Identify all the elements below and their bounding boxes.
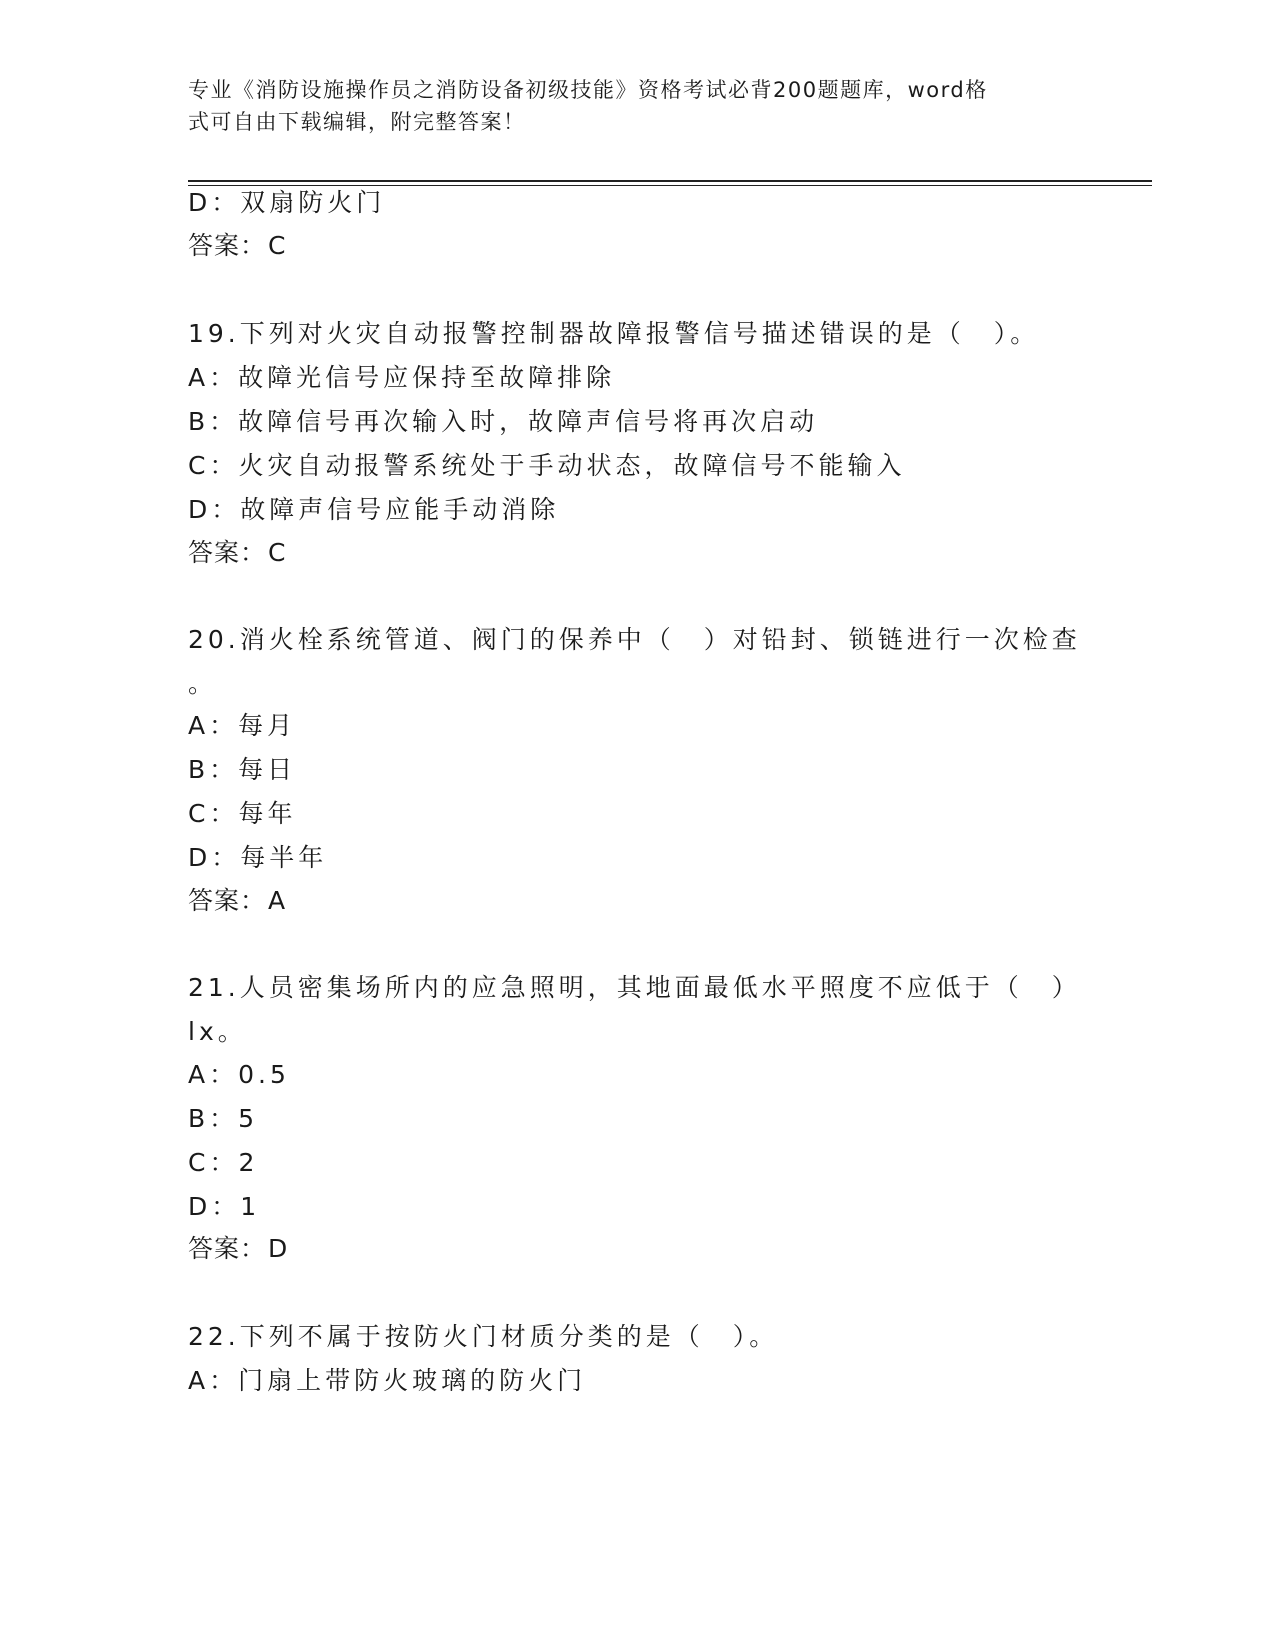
answer-label: 答案： <box>188 1234 267 1263</box>
header-line-2: 式可自由下载编辑，附完整答案！ <box>188 110 526 134</box>
answer-label: 答案： <box>188 538 267 567</box>
q20-stem-line-2: 。 <box>188 669 218 698</box>
q20-option-d: D：每半年 <box>188 843 328 872</box>
q21-option-a: A：0.5 <box>188 1060 290 1089</box>
q20-answer <box>188 885 285 917</box>
q20-stem-line-1: 20.消火栓系统管道、阀门的保养中（ ）对铅封、锁链进行一次检查 <box>188 625 1081 654</box>
q21-option-c: C：2 <box>188 1148 259 1177</box>
q20-option-b: B：每日 <box>188 755 297 784</box>
answer-label: 答案： <box>188 886 267 915</box>
answer-value: D <box>268 1234 288 1263</box>
q19-option-c: C：火灾自动报警系统处于手动状态，故障信号不能输入 <box>188 451 906 480</box>
q18-option-d: D：双扇防火门 <box>188 188 386 217</box>
q21-option-d: D：1 <box>188 1192 261 1221</box>
q21-option-b: B：5 <box>188 1104 259 1133</box>
document-header <box>188 74 1068 138</box>
q19-option-a: A：故障光信号应保持至故障排除 <box>188 363 616 392</box>
header-line-1: 专业《消防设施操作员之消防设备初级技能》资格考试必背200题题库，word格 <box>188 78 988 102</box>
q18-answer <box>188 230 285 262</box>
q22-stem: 22.下列不属于按防火门材质分类的是（ ）。 <box>188 1322 779 1351</box>
answer-label: 答案： <box>188 231 267 260</box>
q19-answer <box>188 537 285 569</box>
q19-stem: 19.下列对火灾自动报警控制器故障报警信号描述错误的是（ ）。 <box>188 319 1040 348</box>
answer-value: C <box>268 538 286 567</box>
answer-value: A <box>268 886 286 915</box>
q21-stem-line-1: 21.人员密集场所内的应急照明，其地面最低水平照度不应低于（ ） <box>188 973 1081 1002</box>
q19-option-d: D：故障声信号应能手动消除 <box>188 495 560 524</box>
q20-option-a: A：每月 <box>188 711 297 740</box>
q21-stem-line-2: lx。 <box>188 1017 247 1046</box>
answer-value: C <box>268 231 286 260</box>
q20-option-c: C：每年 <box>188 799 297 828</box>
header-divider <box>188 180 1152 186</box>
q22-option-a: A：门扇上带防火玻璃的防火门 <box>188 1366 587 1395</box>
q21-answer <box>188 1233 287 1265</box>
q19-option-b: B：故障信号再次输入时，故障声信号将再次启动 <box>188 407 819 436</box>
